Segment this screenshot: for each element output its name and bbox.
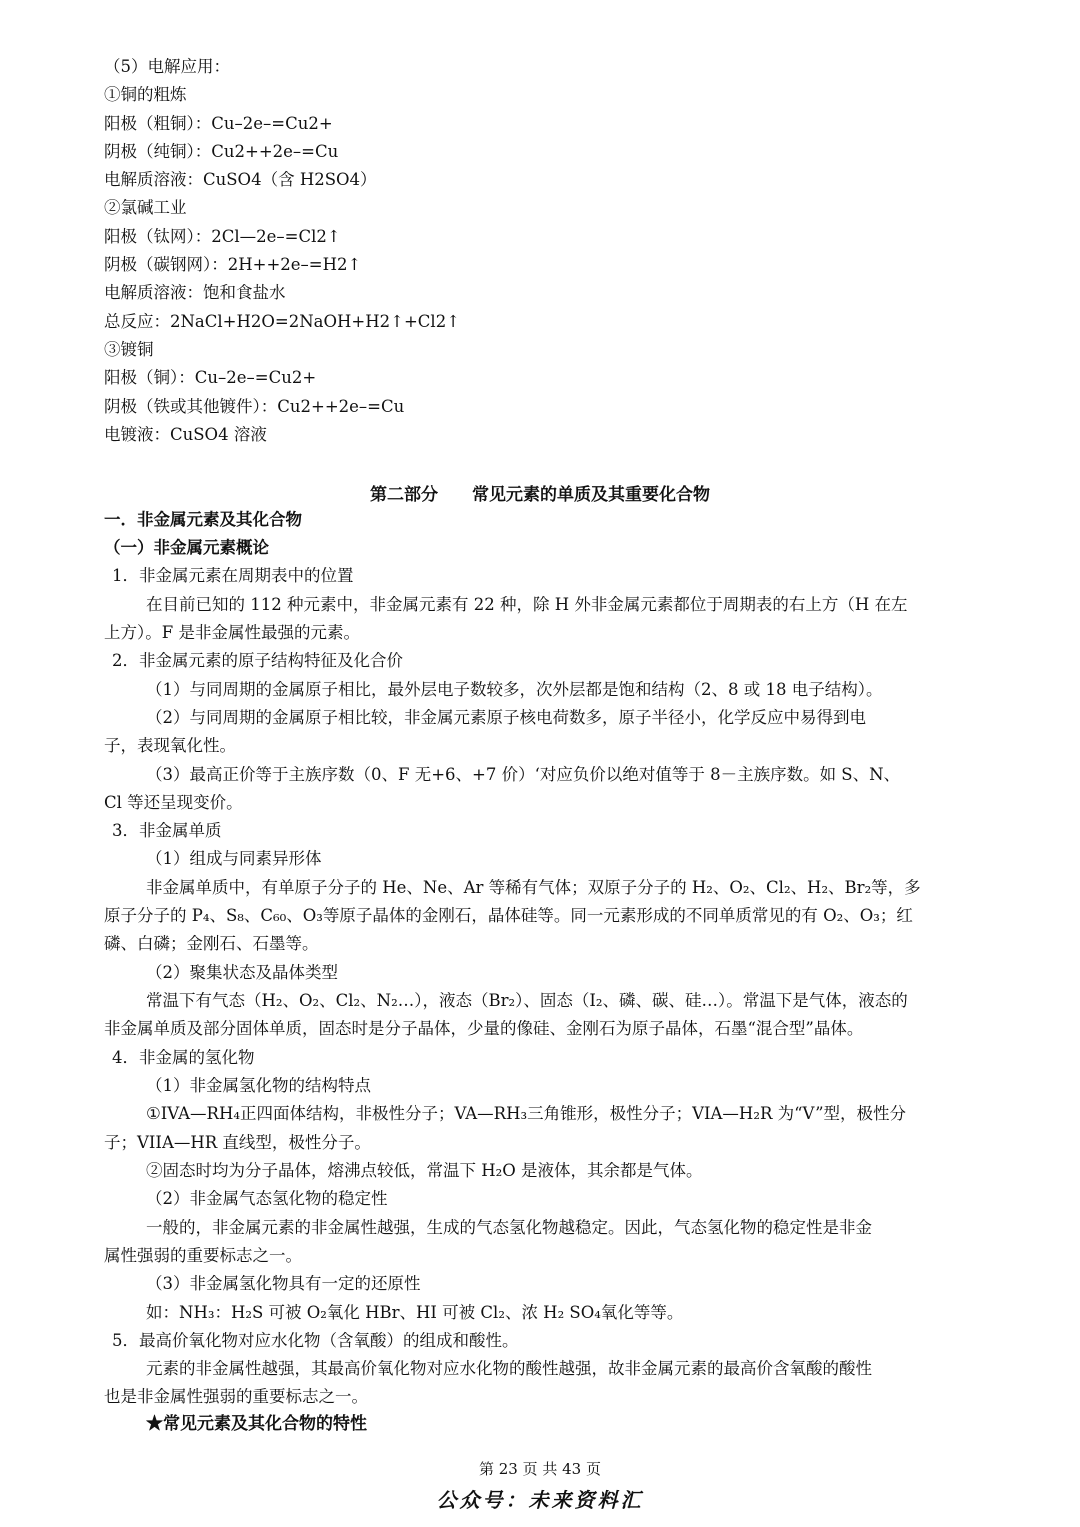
text-line: 电镀液：CuSO4 溶液 bbox=[104, 425, 267, 444]
chapter-subheading: （一）非金属元素概论 bbox=[104, 538, 269, 557]
text-line: 阳极（钛网）：2Cl—2e–=Cl2↑ bbox=[104, 227, 341, 246]
paragraph-line: 常温下有气态（H₂、O₂、Cl₂、N₂…），液态（Br₂）、固态（I₂、磷、碳、硅…）。常温下是气体，液态的 bbox=[146, 991, 908, 1010]
text-line: 总反应：2NaCl+H2O=2NaOH+H2↑+Cl2↑ bbox=[104, 312, 461, 331]
text-line: 阴极（铁或其他镀件）：Cu2++2e–=Cu bbox=[104, 397, 405, 416]
text-line: 阴极（碳钢网）：2H++2e–=H2↑ bbox=[104, 255, 362, 274]
section-title: 1．非金属元素在周期表中的位置 bbox=[112, 566, 354, 585]
section-title: 5．最高价氧化物对应水化物（含氧酸）的组成和酸性。 bbox=[112, 1331, 519, 1350]
section-title: 3．非金属单质 bbox=[112, 821, 222, 840]
subsection-title: ③镀铜 bbox=[104, 340, 154, 359]
paragraph-line: 在目前已知的 112 种元素中，非金属元素有 22 种，除 H 外非金属元素都位于周期表的右上方（H 在左 bbox=[146, 595, 908, 614]
paragraph-line: （2）与同周期的金属原子相比较，非金属元素原子核电荷数多，原子半径小，化学反应中易得到电 bbox=[146, 708, 866, 727]
section-title: 2．非金属元素的原子结构特征及化合价 bbox=[112, 651, 403, 670]
subsection-title: （2）非金属气态氢化物的稳定性 bbox=[146, 1189, 388, 1208]
text-line: 阴极（纯铜）：Cu2++2e–=Cu bbox=[104, 142, 339, 161]
part-title bbox=[0, 480, 1080, 505]
subsection-title: ①铜的粗炼 bbox=[104, 85, 187, 104]
subsection-title: （1）组成与同素异形体 bbox=[146, 849, 322, 868]
text-line: 阳极（粗铜）：Cu–2e–=Cu2+ bbox=[104, 114, 333, 133]
text-line: 电解质溶液：饱和食盐水 bbox=[104, 283, 286, 302]
paragraph-line: 非金属单质中，有单原子分子的 He、Ne、Ar 等稀有气体；双原子分子的 H₂、O₂、Cl₂、H₂、Br₂等，多 bbox=[146, 878, 921, 897]
paragraph-line: 属性强弱的重要标志之一。 bbox=[104, 1246, 302, 1265]
subsection-title: ②氯碱工业 bbox=[104, 198, 187, 217]
paragraph-line: 子，表现氧化性。 bbox=[104, 736, 236, 755]
paragraph-line: 子；VIIA—HR 直线型，极性分子。 bbox=[104, 1133, 371, 1152]
page-number: 第 23 页 共 43 页 bbox=[478, 1460, 601, 1478]
paragraph-line: ②固态时均为分子晶体，熔沸点较低，常温下 H₂O 是液体，其余都是气体。 bbox=[146, 1161, 703, 1180]
paragraph-line: 一般的，非金属元素的非金属性越强，生成的气态氢化物越稳定。因此，气态氢化物的稳定性是非金 bbox=[146, 1218, 872, 1237]
paragraph-line: 元素的非金属性越强，其最高价氧化物对应水化物的酸性越强，故非金属元素的最高价含氧酸的酸性 bbox=[146, 1359, 872, 1378]
paragraph-line: ①IVA—RH₄正四面体结构，非极性分子；VA—RH₃三角锥形，极性分子；VIA—H₂R 为“V”型，极性分 bbox=[146, 1104, 906, 1123]
text-line: 电解质溶液：CuSO4（含 H2SO4） bbox=[104, 170, 377, 189]
subsection-title: （3）非金属氢化物具有一定的还原性 bbox=[146, 1274, 421, 1293]
paragraph-line: 上方）。F 是非金属性最强的元素。 bbox=[104, 623, 360, 642]
section-title: 4．非金属的氢化物 bbox=[112, 1048, 255, 1067]
star-heading: ★常见元素及其化合物的特性 bbox=[146, 1414, 367, 1434]
part-label: 第二部分 bbox=[370, 485, 438, 505]
paragraph-line: 如：NH₃：H₂S 可被 O₂氧化 HBr、HI 可被 Cl₂、浓 H₂ SO₄氧化等等。 bbox=[146, 1303, 684, 1322]
section-heading: （5）电解应用： bbox=[104, 57, 230, 76]
chapter-heading: 一．非金属元素及其化合物 bbox=[104, 510, 302, 529]
paragraph-line: （1）与同周期的金属原子相比，最外层电子数较多，次外层都是饱和结构（2、8 或 18 电子结构）。 bbox=[146, 680, 883, 699]
text-line: 阳极（铜）：Cu–2e–=Cu2+ bbox=[104, 368, 317, 387]
subsection-title: （2）聚集状态及晶体类型 bbox=[146, 963, 338, 982]
paragraph-line: 也是非金属性强弱的重要标志之一。 bbox=[104, 1387, 368, 1406]
paragraph-line: 非金属单质及部分固体单质，固态时是分子晶体，少量的像硅、金刚石为原子晶体，石墨“混合型”晶体。 bbox=[104, 1019, 864, 1038]
paragraph-line: （3）最高正价等于主族序数（0、F 无+6、+7 价）‘对应负价以绝对值等于 8－主族序数。如 S、N、 bbox=[146, 765, 901, 784]
part-name: 常见元素的单质及其重要化合物 bbox=[472, 485, 710, 505]
paragraph-line: 原子分子的 P₄、S₈、C₆₀、O₃等原子晶体的金刚石，晶体硅等。同一元素形成的不同单质常见的有 O₂、O₃；红 bbox=[104, 906, 913, 925]
watermark-brand: 公众号：未来资料汇 bbox=[436, 1488, 644, 1512]
paragraph-line: Cl 等还呈现变价。 bbox=[104, 793, 243, 812]
subsection-title: （1）非金属氢化物的结构特点 bbox=[146, 1076, 371, 1095]
paragraph-line: 磷、白磷；金刚石、石墨等。 bbox=[104, 934, 319, 953]
